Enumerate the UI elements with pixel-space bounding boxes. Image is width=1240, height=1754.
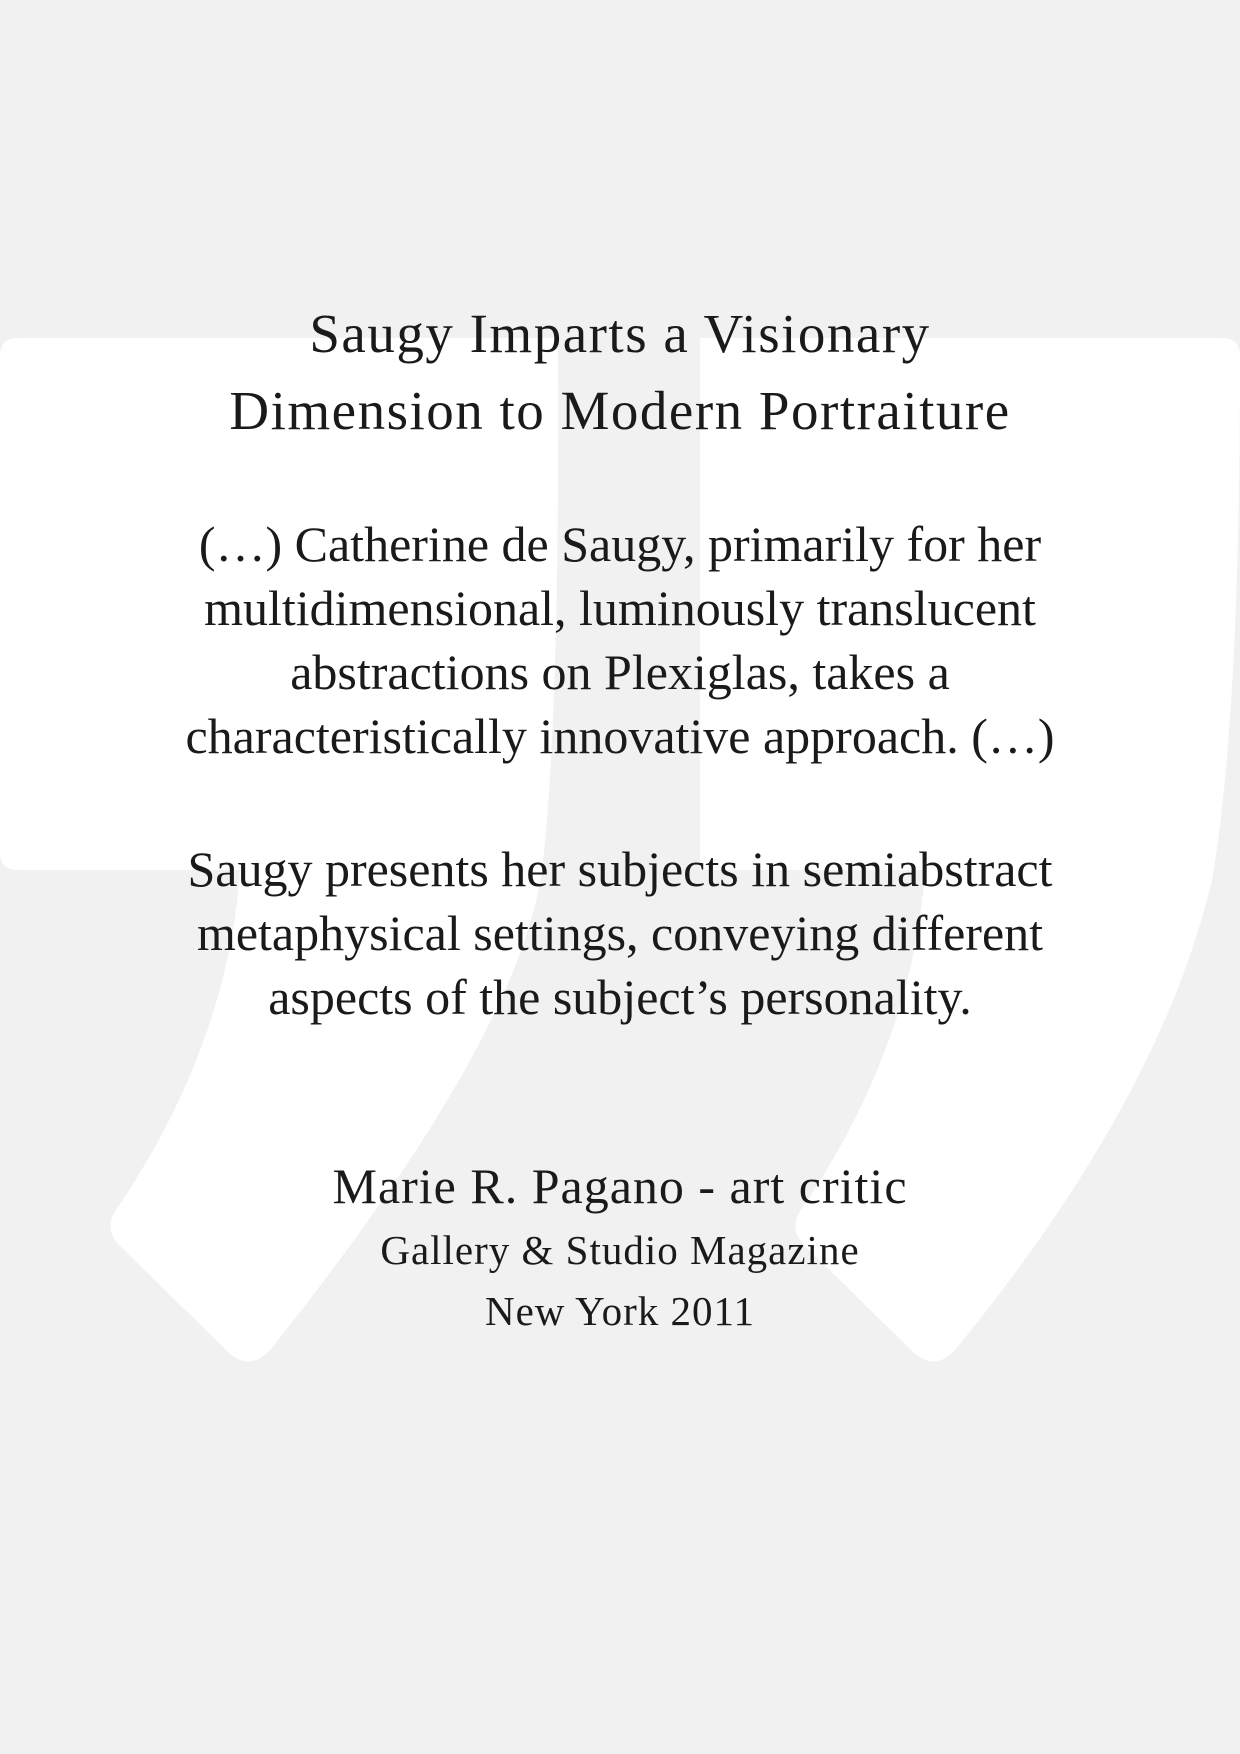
article-title: [0, 295, 1240, 449]
title-line: Dimension to Modern Portraiture: [229, 380, 1011, 441]
location-year: New York 2011: [484, 1288, 756, 1334]
quote-paragraph-1: [0, 512, 1240, 768]
paragraph-line: aspects of the subject’s personality.: [268, 969, 972, 1025]
title-line: Saugy Imparts a Visionary: [309, 303, 931, 364]
paragraph-line: Saugy presents her subjects in semiabstract: [187, 841, 1053, 897]
paragraph-line: multidimensional, luminously translucent: [204, 580, 1036, 636]
paragraph-line: characteristically innovative approach. (…): [185, 708, 1055, 764]
author-credit: Marie R. Pagano - art critic: [332, 1158, 908, 1214]
quote-paragraph-2: [0, 837, 1240, 1029]
paragraph-line: abstractions on Plexiglas, takes a: [290, 644, 950, 700]
paragraph-line: (…) Catherine de Saugy, primarily for her: [198, 516, 1042, 572]
paragraph-line: metaphysical settings, conveying different: [196, 905, 1044, 961]
publication-name: Gallery & Studio Magazine: [380, 1227, 860, 1273]
